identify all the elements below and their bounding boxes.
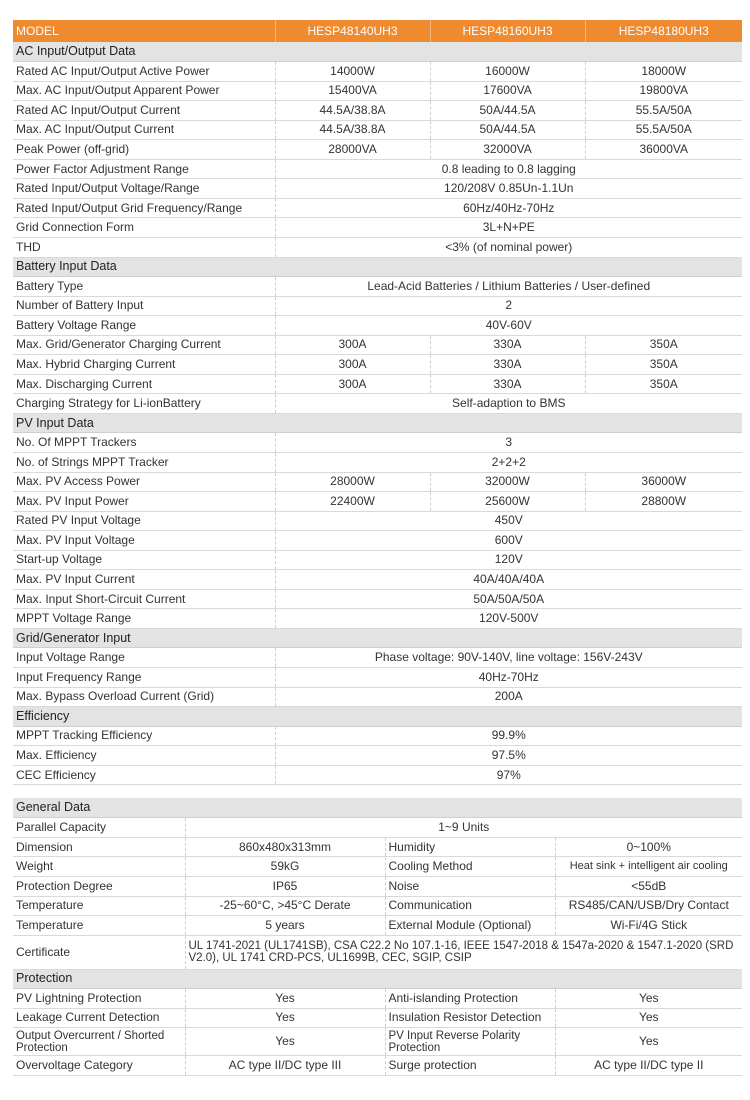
spec-label: Max. PV Input Power: [13, 492, 275, 512]
spec-value: 36000W: [585, 472, 742, 492]
spec-label: Max. PV Input Current: [13, 570, 275, 590]
spec-row: [13, 316, 742, 336]
spec-row: [13, 140, 742, 160]
spec-value: 860x480x313mm: [185, 837, 385, 857]
spec-row: [13, 62, 742, 82]
spec-value: 600V: [275, 531, 742, 551]
section-header-battery: [13, 257, 742, 277]
spec-value: 22400W: [275, 492, 430, 512]
section-header-eff: [13, 707, 742, 727]
spec-value: 97.5%: [275, 746, 742, 766]
section-header-general: [13, 798, 742, 818]
spec-label: Dimension: [13, 837, 185, 857]
spec-value: Yes: [185, 1028, 385, 1056]
spec-value: 99.9%: [275, 726, 742, 746]
spec-row: [13, 296, 742, 316]
spec-label: Battery Type: [13, 277, 275, 297]
spec-label: Max. Efficiency: [13, 746, 275, 766]
spec-value: Self-adaption to BMS: [275, 394, 742, 414]
spec-value: 32000VA: [430, 140, 585, 160]
spec-row: [13, 218, 742, 238]
spec-value: 450V: [275, 511, 742, 531]
spec-label: Max. AC Input/Output Current: [13, 120, 275, 140]
spec-label: Anti-islanding Protection: [385, 989, 555, 1009]
spec-value: 44.5A/38.8A: [275, 120, 430, 140]
spec-value: 97%: [275, 765, 742, 785]
spec-value: 28000W: [275, 472, 430, 492]
spec-row: [13, 609, 742, 629]
spec-value: 330A: [430, 355, 585, 375]
spec-label: Max. Hybrid Charging Current: [13, 355, 275, 375]
spec-row: [13, 179, 742, 199]
spec-row: [13, 355, 742, 375]
spec-value: IP65: [185, 876, 385, 896]
spec-row: [13, 876, 742, 896]
spec-value: 0.8 leading to 0.8 lagging: [275, 159, 742, 179]
spec-value: 15400VA: [275, 81, 430, 101]
spec-label: Rated PV Input Voltage: [13, 511, 275, 531]
spec-value: 350A: [585, 374, 742, 394]
spec-label: Overvoltage Category: [13, 1056, 185, 1076]
spec-label: Communication: [385, 896, 555, 916]
model-header-label: MODEL: [13, 20, 275, 42]
section-header-pv: [13, 413, 742, 433]
spec-label: Parallel Capacity: [13, 818, 185, 838]
spec-row: [13, 492, 742, 512]
spec-row: [13, 394, 742, 414]
spec-row: [13, 765, 742, 785]
spec-value: 60Hz/40Hz-70Hz: [275, 198, 742, 218]
spec-row: [13, 374, 742, 394]
spec-value: 3L+N+PE: [275, 218, 742, 238]
section-header-protection: [13, 969, 742, 989]
spec-value: 50A/44.5A: [430, 120, 585, 140]
spec-value: 59kG: [185, 857, 385, 877]
model-name-1: HESP48160UH3: [430, 20, 585, 42]
spec-value: 55.5A/50A: [585, 120, 742, 140]
spec-label: CEC Efficiency: [13, 765, 275, 785]
spec-row: [13, 726, 742, 746]
spec-label: Grid Connection Form: [13, 218, 275, 238]
spec-value: 300A: [275, 374, 430, 394]
spec-label: Surge protection: [385, 1056, 555, 1076]
spec-value: 350A: [585, 335, 742, 355]
spec-value: 2: [275, 296, 742, 316]
spec-label: External Module (Optional): [385, 916, 555, 936]
spec-row: [13, 81, 742, 101]
spec-label: Cooling Method: [385, 857, 555, 877]
spec-row: [13, 531, 742, 551]
spec-row: [13, 687, 742, 707]
spec-value: 40V-60V: [275, 316, 742, 336]
certificate-row: [13, 935, 742, 969]
spec-label: Max. AC Input/Output Apparent Power: [13, 81, 275, 101]
spec-value: 5 years: [185, 916, 385, 936]
spec-label: Max. PV Access Power: [13, 472, 275, 492]
spec-value: 28000VA: [275, 140, 430, 160]
section-header-grid: [13, 628, 742, 648]
spec-label: PV Lightning Protection: [13, 989, 185, 1009]
spec-label: Rated Input/Output Grid Frequency/Range: [13, 198, 275, 218]
spec-label: Peak Power (off-grid): [13, 140, 275, 160]
spec-row: [13, 1008, 742, 1028]
spec-value: 19800VA: [585, 81, 742, 101]
spec-value: 40Hz-70Hz: [275, 668, 742, 688]
spec-label: MPPT Tracking Efficiency: [13, 726, 275, 746]
spec-value: Yes: [555, 1008, 742, 1028]
spec-value: 14000W: [275, 62, 430, 82]
spec-value: -25~60°C, >45°C Derate: [185, 896, 385, 916]
spec-row: [13, 1028, 742, 1056]
spec-label: Temperature: [13, 916, 185, 936]
spec-label: MPPT Voltage Range: [13, 609, 275, 629]
spec-row: [13, 896, 742, 916]
spec-value: 25600W: [430, 492, 585, 512]
spec-value: Yes: [555, 1028, 742, 1056]
spec-label: Max. Grid/Generator Charging Current: [13, 335, 275, 355]
spec-value: 200A: [275, 687, 742, 707]
section-title: AC Input/Output Data: [13, 42, 742, 62]
spec-value: Yes: [185, 1008, 385, 1028]
spec-value: AC type II/DC type II: [555, 1056, 742, 1076]
spec-value: 28800W: [585, 492, 742, 512]
spec-row: [13, 989, 742, 1009]
spec-label: Output Overcurrent / Shorted Protection: [13, 1028, 185, 1056]
spec-label: Number of Battery Input: [13, 296, 275, 316]
spec-label: Max. PV Input Voltage: [13, 531, 275, 551]
spec-table-main: [13, 20, 742, 785]
spec-row: [13, 472, 742, 492]
spec-value: <55dB: [555, 876, 742, 896]
spec-label: Insulation Resistor Detection: [385, 1008, 555, 1028]
spec-table-general: [13, 798, 742, 1076]
spec-value: 16000W: [430, 62, 585, 82]
spec-row: [13, 857, 742, 877]
spec-value: Wi-Fi/4G Stick: [555, 916, 742, 936]
spec-row: [13, 433, 742, 453]
spec-value: 300A: [275, 335, 430, 355]
spec-label: Rated AC Input/Output Current: [13, 101, 275, 121]
spec-value: Yes: [185, 989, 385, 1009]
spec-label: Input Frequency Range: [13, 668, 275, 688]
spec-label: Weight: [13, 857, 185, 877]
spec-value: Lead-Acid Batteries / Lithium Batteries / User-defined: [275, 277, 742, 297]
section-title: Battery Input Data: [13, 257, 742, 277]
spec-label: Charging Strategy for Li-ionBattery: [13, 394, 275, 414]
spec-value: 40A/40A/40A: [275, 570, 742, 590]
spec-label: Certificate: [13, 935, 185, 969]
spec-label: Power Factor Adjustment Range: [13, 159, 275, 179]
spec-value: 1~9 Units: [185, 818, 742, 838]
spec-label: Rated AC Input/Output Active Power: [13, 62, 275, 82]
spec-value: 350A: [585, 355, 742, 375]
spec-label: Leakage Current Detection: [13, 1008, 185, 1028]
spec-value: Phase voltage: 90V-140V, line voltage: 156V-243V: [275, 648, 742, 668]
spec-row: [13, 237, 742, 257]
spec-row: [13, 511, 742, 531]
spec-label: Battery Voltage Range: [13, 316, 275, 336]
spec-value: 330A: [430, 374, 585, 394]
spec-row: [13, 120, 742, 140]
model-name-2: HESP48180UH3: [618, 23, 709, 38]
spec-value: 18000W: [585, 62, 742, 82]
section-title: Protection: [13, 969, 742, 989]
spec-row: [13, 746, 742, 766]
section-title: Grid/Generator Input: [13, 628, 742, 648]
spec-sheet: [13, 20, 742, 1076]
spec-label: Noise: [385, 876, 555, 896]
spec-row: [13, 277, 742, 297]
spec-row: [13, 668, 742, 688]
spec-value: 50A/44.5A: [430, 101, 585, 121]
model-header-row: [13, 20, 742, 42]
spec-value: 3: [275, 433, 742, 453]
section-title: PV Input Data: [13, 413, 742, 433]
spec-row: [13, 589, 742, 609]
spec-value: 120/208V 0.85Un-1.1Un: [275, 179, 742, 199]
spec-label: Input Voltage Range: [13, 648, 275, 668]
spec-value: 32000W: [430, 472, 585, 492]
spec-row: [13, 1056, 742, 1076]
section-title: General Data: [13, 798, 742, 818]
spec-value: 120V: [275, 550, 742, 570]
certificate-value: UL 1741-2021 (UL1741SB), CSA C22.2 No 107.1-16, IEEE 1547-2018 & 1547a-2020 & 1547.1-2020 (SRD V2.0), UL 1741 CRD-PCS, UL1699B, CEC, SGIP, CSIP: [185, 935, 742, 969]
spec-row: [13, 452, 742, 472]
spec-row: [13, 198, 742, 218]
spec-row: [13, 818, 742, 838]
spec-label: No. Of MPPT Trackers: [13, 433, 275, 453]
spec-label: PV Input Reverse Polarity Protection: [385, 1028, 555, 1056]
spec-row: [13, 101, 742, 121]
spec-row: [13, 916, 742, 936]
spec-row: [13, 335, 742, 355]
spec-value: Heat sink + intelligent air cooling: [555, 857, 742, 877]
spec-label: Max. Discharging Current: [13, 374, 275, 394]
spec-value: 120V-500V: [275, 609, 742, 629]
spec-label: Temperature: [13, 896, 185, 916]
spec-value: RS485/CAN/USB/Dry Contact: [555, 896, 742, 916]
model-name-0: HESP48140UH3: [275, 20, 430, 42]
spec-value: Yes: [555, 989, 742, 1009]
spec-label: Humidity: [385, 837, 555, 857]
spec-row: [13, 648, 742, 668]
section-title: Efficiency: [13, 707, 742, 727]
spec-row: [13, 159, 742, 179]
spec-value: 17600VA: [430, 81, 585, 101]
spec-label: No. of Strings MPPT Tracker: [13, 452, 275, 472]
section-header-ac: [13, 42, 742, 62]
spec-value: 36000VA: [585, 140, 742, 160]
spec-label: Protection Degree: [13, 876, 185, 896]
spec-value: 330A: [430, 335, 585, 355]
spec-value: 2+2+2: [275, 452, 742, 472]
spec-row: [13, 570, 742, 590]
spec-value: 55.5A/50A: [585, 101, 742, 121]
spec-label: Max. Input Short-Circuit Current: [13, 589, 275, 609]
spec-value: 50A/50A/50A: [275, 589, 742, 609]
spec-value: <3% (of nominal power): [275, 237, 742, 257]
spec-value: 44.5A/38.8A: [275, 101, 430, 121]
spec-label: Rated Input/Output Voltage/Range: [13, 179, 275, 199]
spec-row: [13, 550, 742, 570]
spec-value: 0~100%: [555, 837, 742, 857]
spec-row: [13, 837, 742, 857]
spec-value: 300A: [275, 355, 430, 375]
spec-label: THD: [13, 237, 275, 257]
spec-label: Start-up Voltage: [13, 550, 275, 570]
spec-value: AC type II/DC type III: [185, 1056, 385, 1076]
spec-label: Max. Bypass Overload Current (Grid): [13, 687, 275, 707]
